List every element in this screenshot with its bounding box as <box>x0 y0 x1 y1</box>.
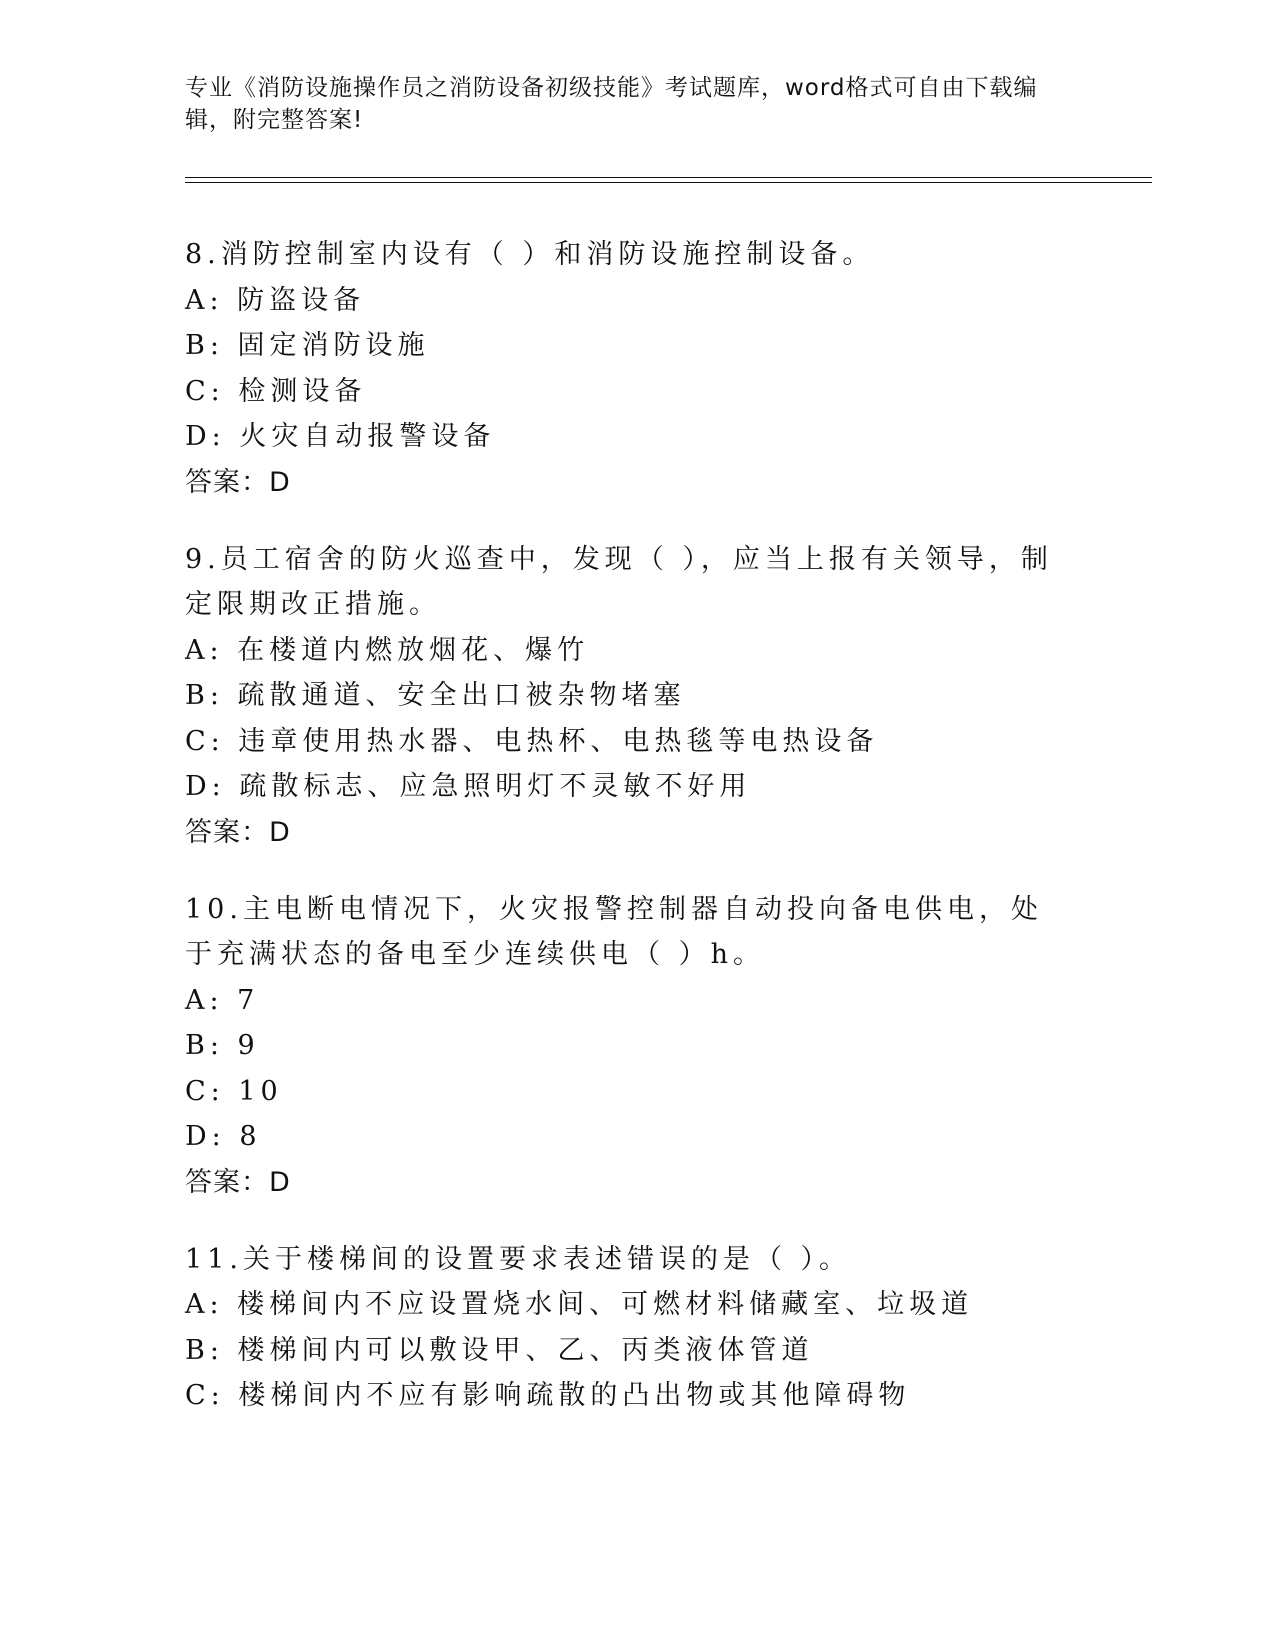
question-stem: 8.消防控制室内设有（ ）和消防设施控制设备。 <box>185 239 875 270</box>
option-c: C: 楼梯间内不应有影响疏散的凸出物或其他障碍物 <box>185 1380 911 1411</box>
option-d: D: 疏散标志、应急照明灯不灵敏不好用 <box>185 771 752 802</box>
question-stem: 10.主电断电情况下，火灾报警控制器自动投向备电供电，处于充满状态的备电至少连续供电（ ）h。 <box>185 893 1043 970</box>
answer: 答案：D <box>185 816 291 848</box>
option-b: B: 9 <box>185 1030 260 1061</box>
question-10 <box>185 887 1085 1205</box>
question-stem: 9.员工宿舍的防火巡查中，发现（ ），应当上报有关领导，制定限期改正措施。 <box>185 543 1053 620</box>
option-a: A: 防盗设备 <box>185 284 366 316</box>
question-11 <box>185 1237 1085 1419</box>
option-d: D: 火灾自动报警设备 <box>185 421 496 452</box>
answer: 答案：D <box>185 1166 291 1198</box>
header-divider-bottom <box>185 182 1152 183</box>
option-b: B: 疏散通道、安全出口被杂物堵塞 <box>185 680 686 711</box>
question-stem: 11.关于楼梯间的设置要求表述错误的是（ ）。 <box>185 1243 852 1275</box>
option-c: C: 10 <box>185 1075 283 1107</box>
option-b: B: 固定消防设施 <box>185 330 430 361</box>
option-c: C: 检测设备 <box>185 375 367 407</box>
option-d: D: 8 <box>185 1121 262 1152</box>
question-8 <box>185 232 1085 505</box>
question-list <box>185 232 1085 1451</box>
document-header: 专业《消防设施操作员之消防设备初级技能》考试题库，word格式可自由下载编辑，附完整答案! <box>185 75 1038 133</box>
option-a: A: 楼梯间内不应设置烧水间、可燃材料储藏室、垃圾道 <box>185 1289 974 1320</box>
option-a: A: 在楼道内燃放烟花、爆竹 <box>185 634 590 666</box>
option-a: A: 7 <box>185 984 260 1016</box>
option-c: C: 违章使用热水器、电热杯、电热毯等电热设备 <box>185 725 879 757</box>
answer: 答案：D <box>185 466 291 498</box>
question-9 <box>185 537 1085 855</box>
option-b: B: 楼梯间内可以敷设甲、乙、丙类液体管道 <box>185 1334 814 1366</box>
header-divider-top <box>185 177 1152 178</box>
